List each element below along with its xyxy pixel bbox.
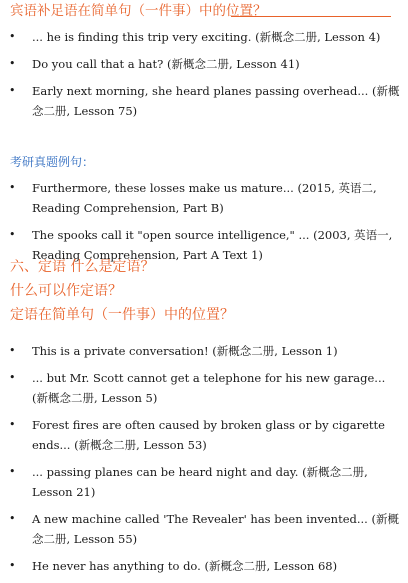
list-item [0,368,408,408]
list-item [0,462,408,502]
list-item [0,341,408,361]
bullet-icon: • [9,418,16,431]
section-heading-attributive: 六、定语 什么是定语？ [10,259,155,275]
list-item [0,178,408,218]
example-sentence: Forest fires are often caused by broken glass or by cigarette ends... (新概念二册, Lesson 53) [32,418,385,452]
object-complement-question: 宾语补足语在简单句（一件事）中的位置？ [10,3,267,19]
bullet-icon: • [9,228,16,241]
example-list-object-complement [0,27,408,128]
list-item [0,556,408,576]
list-item [0,509,408,549]
bullet-icon: • [9,30,16,43]
bullet-icon: • [9,57,16,70]
example-sentence: The spooks call it "open source intelligence," ... (2003, 英语一, Reading Comprehension, Part A Text 1) [32,228,393,262]
bullet-icon: • [9,512,16,525]
example-sentence: This is a private conversation! (新概念二册, Lesson 1) [32,344,338,358]
answer-blank-underline [231,16,391,17]
list-item [0,415,408,455]
example-sentence: ... he is finding this trip very exciting. (新概念二册, Lesson 4) [32,30,381,44]
example-sentence: Early next morning, she heard planes passing overhead... (新概念二册, Lesson 75) [32,84,400,118]
list-item [0,27,408,47]
example-sentence: Furthermore, these losses make us mature... (2015, 英语二, Reading Comprehension, Part B) [32,181,377,215]
bullet-icon: • [9,371,16,384]
bullet-icon: • [9,84,16,97]
section-heading-what-can-be-attributive: 什么可以作定语？ [10,283,122,299]
example-sentence: ... but Mr. Scott cannot get a telephone for his new garage... (新概念二册, Lesson 5) [32,371,386,405]
bullet-icon: • [9,181,16,194]
bullet-icon: • [9,559,16,572]
list-item [0,54,408,74]
example-sentence: Do you call that a hat? (新概念二册, Lesson 41) [32,57,300,71]
example-sentence: ... passing planes can be heard night and day. (新概念二册, Lesson 21) [32,465,368,499]
section-heading-attributive-position: 定语在简单句（一件事）中的位置？ [10,307,234,323]
example-sentence: He never has anything to do. (新概念二册, Lesson 68) [32,559,338,573]
bullet-icon: • [9,344,16,357]
list-item [0,81,408,121]
example-list-attributive [0,341,408,583]
bullet-icon: • [9,465,16,478]
exam-examples-heading: 考研真题例句： [10,155,95,169]
example-sentence: A new machine called 'The Revealer' has been invented... (新概念二册, Lesson 55) [32,512,399,546]
